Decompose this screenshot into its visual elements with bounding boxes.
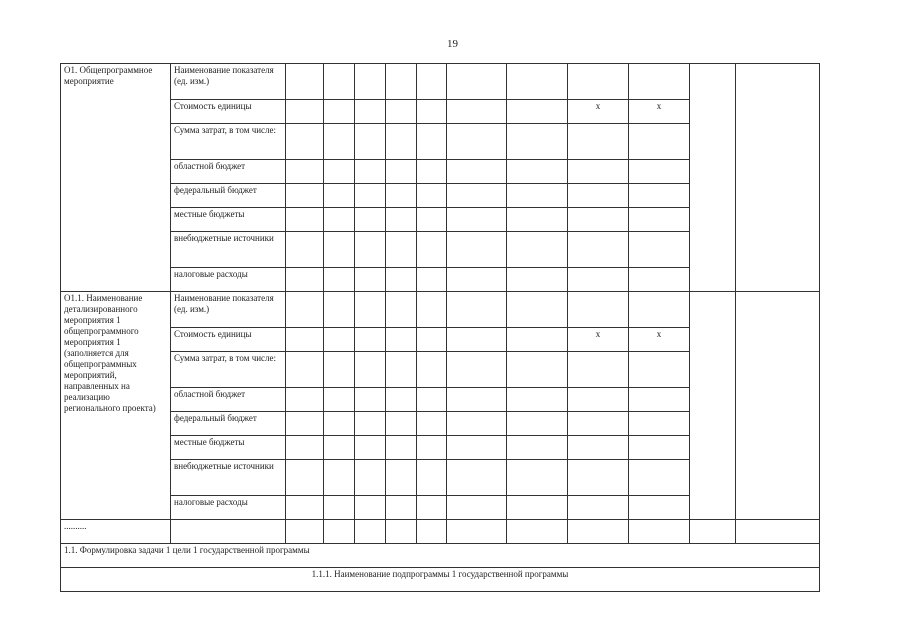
table-cell bbox=[629, 184, 690, 208]
table-cell bbox=[324, 292, 355, 328]
table-cell bbox=[417, 160, 447, 184]
table-cell bbox=[386, 460, 417, 496]
table-cell bbox=[568, 64, 629, 100]
table-cell bbox=[417, 232, 447, 268]
table-cell bbox=[568, 208, 629, 232]
table-cell bbox=[355, 208, 386, 232]
table-cell bbox=[386, 292, 417, 328]
table-cell bbox=[417, 64, 447, 100]
table-cell bbox=[324, 412, 355, 436]
table-cell bbox=[355, 436, 386, 460]
table-cell bbox=[629, 412, 690, 436]
table-cell bbox=[386, 520, 417, 544]
table-cell bbox=[386, 412, 417, 436]
table-cell bbox=[507, 352, 568, 388]
table-cell bbox=[386, 100, 417, 124]
table-cell-merged bbox=[690, 292, 736, 520]
table-cell bbox=[568, 184, 629, 208]
table-cell bbox=[447, 124, 507, 160]
table-cell bbox=[507, 496, 568, 520]
table-cell bbox=[629, 436, 690, 460]
table-cell bbox=[355, 496, 386, 520]
table-cell bbox=[447, 520, 507, 544]
table-cell bbox=[507, 388, 568, 412]
table-cell bbox=[286, 100, 324, 124]
table-cell bbox=[507, 412, 568, 436]
row-label: Стоимость единицы bbox=[171, 328, 286, 352]
row-label: налоговые расходы bbox=[171, 268, 286, 292]
row-label: Наименование показателя (ед. изм.) bbox=[171, 64, 286, 100]
table-cell bbox=[355, 388, 386, 412]
table-cell bbox=[417, 520, 447, 544]
row-label: внебюджетные источники bbox=[171, 232, 286, 268]
table-cell bbox=[286, 460, 324, 496]
table-cell bbox=[417, 436, 447, 460]
table-cell bbox=[324, 124, 355, 160]
table-cell bbox=[386, 124, 417, 160]
table-cell bbox=[507, 328, 568, 352]
table-cell bbox=[417, 496, 447, 520]
table-cell bbox=[568, 412, 629, 436]
table-cell bbox=[386, 64, 417, 100]
table-cell: х bbox=[629, 328, 690, 352]
table-cell: х bbox=[568, 100, 629, 124]
table-cell bbox=[286, 388, 324, 412]
block-title: О1.1. Наименование детализированного мероприятия 1 общепрограммного мероприятия 1 (заполняется для общепрограммных мероприятий, направленных на реализацию регионального проекта) bbox=[61, 292, 171, 520]
row-label: областной бюджет bbox=[171, 388, 286, 412]
table-cell bbox=[286, 208, 324, 232]
table-cell bbox=[355, 412, 386, 436]
table-cell bbox=[507, 124, 568, 160]
table-cell bbox=[355, 232, 386, 268]
table-cell bbox=[629, 352, 690, 388]
table-cell bbox=[507, 232, 568, 268]
table-cell bbox=[568, 160, 629, 184]
table-cell bbox=[286, 268, 324, 292]
table-cell bbox=[568, 268, 629, 292]
table-cell bbox=[417, 208, 447, 232]
row-label: Наименование показателя (ед. изм.) bbox=[171, 292, 286, 328]
table-cell bbox=[417, 328, 447, 352]
table-cell bbox=[629, 124, 690, 160]
table-cell bbox=[286, 436, 324, 460]
table-cell bbox=[355, 64, 386, 100]
table-cell bbox=[324, 184, 355, 208]
table-cell bbox=[568, 232, 629, 268]
table-cell bbox=[568, 292, 629, 328]
table-cell bbox=[417, 412, 447, 436]
subprogram-heading: 1.1.1. Наименование подпрограммы 1 государственной программы bbox=[61, 568, 820, 592]
table-cell bbox=[568, 124, 629, 160]
table-cell bbox=[355, 328, 386, 352]
table-cell bbox=[355, 352, 386, 388]
table-cell bbox=[286, 232, 324, 268]
table-cell bbox=[507, 184, 568, 208]
table-cell bbox=[386, 268, 417, 292]
table-cell: х bbox=[568, 328, 629, 352]
table-cell bbox=[507, 268, 568, 292]
table-cell bbox=[629, 496, 690, 520]
table-cell bbox=[507, 64, 568, 100]
table-cell bbox=[324, 208, 355, 232]
table-cell bbox=[417, 268, 447, 292]
table-cell bbox=[447, 232, 507, 268]
table-cell bbox=[568, 520, 629, 544]
table-cell bbox=[629, 268, 690, 292]
row-label: местные бюджеты bbox=[171, 436, 286, 460]
table-cell bbox=[568, 388, 629, 412]
table-cell bbox=[386, 388, 417, 412]
table-cell bbox=[417, 460, 447, 496]
table-cell bbox=[629, 208, 690, 232]
table-row bbox=[61, 544, 820, 568]
table-cell bbox=[286, 520, 324, 544]
table-cell bbox=[447, 412, 507, 436]
table-cell bbox=[324, 388, 355, 412]
table-cell bbox=[286, 352, 324, 388]
table-cell bbox=[568, 436, 629, 460]
table-cell bbox=[507, 436, 568, 460]
table-cell bbox=[386, 208, 417, 232]
table-cell bbox=[286, 292, 324, 328]
table-cell bbox=[171, 520, 286, 544]
table-cell bbox=[447, 436, 507, 460]
table-cell bbox=[507, 520, 568, 544]
table-cell bbox=[324, 436, 355, 460]
table-cell bbox=[324, 328, 355, 352]
row-label: Стоимость единицы bbox=[171, 100, 286, 124]
table-cell bbox=[324, 268, 355, 292]
task-heading: 1.1. Формулировка задачи 1 цели 1 государственной программы bbox=[61, 544, 820, 568]
table-cell bbox=[507, 100, 568, 124]
page-number: 19 bbox=[447, 38, 458, 50]
row-label: областной бюджет bbox=[171, 160, 286, 184]
table-cell bbox=[386, 436, 417, 460]
table-cell bbox=[690, 520, 736, 544]
table-cell bbox=[355, 460, 386, 496]
table-cell bbox=[324, 352, 355, 388]
table-row bbox=[61, 292, 820, 328]
table-cell bbox=[447, 292, 507, 328]
table-cell bbox=[355, 160, 386, 184]
table-cell bbox=[447, 184, 507, 208]
table-cell bbox=[324, 64, 355, 100]
block-title: О1. Общепрограммное мероприятие bbox=[61, 64, 171, 292]
table-cell bbox=[568, 352, 629, 388]
table-cell bbox=[286, 328, 324, 352]
table-cell bbox=[386, 328, 417, 352]
table-cell bbox=[447, 208, 507, 232]
table-cell bbox=[324, 160, 355, 184]
table-cell bbox=[286, 124, 324, 160]
table-row bbox=[61, 64, 820, 100]
table-cell bbox=[355, 184, 386, 208]
table-cell bbox=[286, 184, 324, 208]
table-cell bbox=[386, 184, 417, 208]
table-cell bbox=[417, 100, 447, 124]
table-cell bbox=[386, 352, 417, 388]
table-cell bbox=[355, 292, 386, 328]
table-cell bbox=[447, 388, 507, 412]
row-label: внебюджетные источники bbox=[171, 460, 286, 496]
row-label: федеральный бюджет bbox=[171, 184, 286, 208]
table-cell bbox=[324, 496, 355, 520]
table-cell bbox=[386, 232, 417, 268]
table-cell bbox=[355, 100, 386, 124]
table-cell bbox=[629, 388, 690, 412]
table-cell bbox=[507, 292, 568, 328]
table-cell bbox=[447, 160, 507, 184]
table-cell bbox=[568, 460, 629, 496]
table-cell bbox=[286, 412, 324, 436]
table-cell-merged bbox=[736, 64, 820, 292]
table-cell bbox=[417, 352, 447, 388]
table-cell bbox=[629, 64, 690, 100]
table-cell bbox=[417, 388, 447, 412]
table-cell bbox=[417, 184, 447, 208]
table-cell bbox=[417, 124, 447, 160]
row-label: местные бюджеты bbox=[171, 208, 286, 232]
table-cell bbox=[629, 520, 690, 544]
table-cell bbox=[447, 460, 507, 496]
row-label: налоговые расходы bbox=[171, 496, 286, 520]
table-cell bbox=[447, 352, 507, 388]
table-cell bbox=[736, 520, 820, 544]
table-row bbox=[61, 520, 820, 544]
table-cell bbox=[355, 268, 386, 292]
table-cell bbox=[629, 160, 690, 184]
table-cell bbox=[286, 496, 324, 520]
row-label: Сумма затрат, в том числе: bbox=[171, 124, 286, 160]
table-row bbox=[61, 568, 820, 592]
table-cell-merged bbox=[690, 64, 736, 292]
row-label: Сумма затрат, в том числе: bbox=[171, 352, 286, 388]
table-cell bbox=[568, 496, 629, 520]
table-cell bbox=[447, 100, 507, 124]
table-cell bbox=[324, 520, 355, 544]
table-cell bbox=[355, 124, 386, 160]
table-cell bbox=[447, 328, 507, 352]
table-cell bbox=[629, 292, 690, 328]
table-cell bbox=[355, 520, 386, 544]
table-cell bbox=[286, 64, 324, 100]
ellipsis-cell: .......... bbox=[61, 520, 171, 544]
table-cell bbox=[386, 496, 417, 520]
table-cell bbox=[507, 208, 568, 232]
table-cell bbox=[629, 460, 690, 496]
table-cell bbox=[447, 268, 507, 292]
table-cell bbox=[629, 232, 690, 268]
table-cell bbox=[324, 100, 355, 124]
table-cell bbox=[324, 232, 355, 268]
table-cell bbox=[447, 496, 507, 520]
program-table bbox=[60, 63, 820, 592]
table-cell bbox=[417, 292, 447, 328]
table-cell: х bbox=[629, 100, 690, 124]
table-cell bbox=[324, 460, 355, 496]
table-cell bbox=[507, 460, 568, 496]
table-cell-merged bbox=[736, 292, 820, 520]
row-label: федеральный бюджет bbox=[171, 412, 286, 436]
table-cell bbox=[386, 160, 417, 184]
table-cell bbox=[447, 64, 507, 100]
table-cell bbox=[507, 160, 568, 184]
table-cell bbox=[286, 160, 324, 184]
